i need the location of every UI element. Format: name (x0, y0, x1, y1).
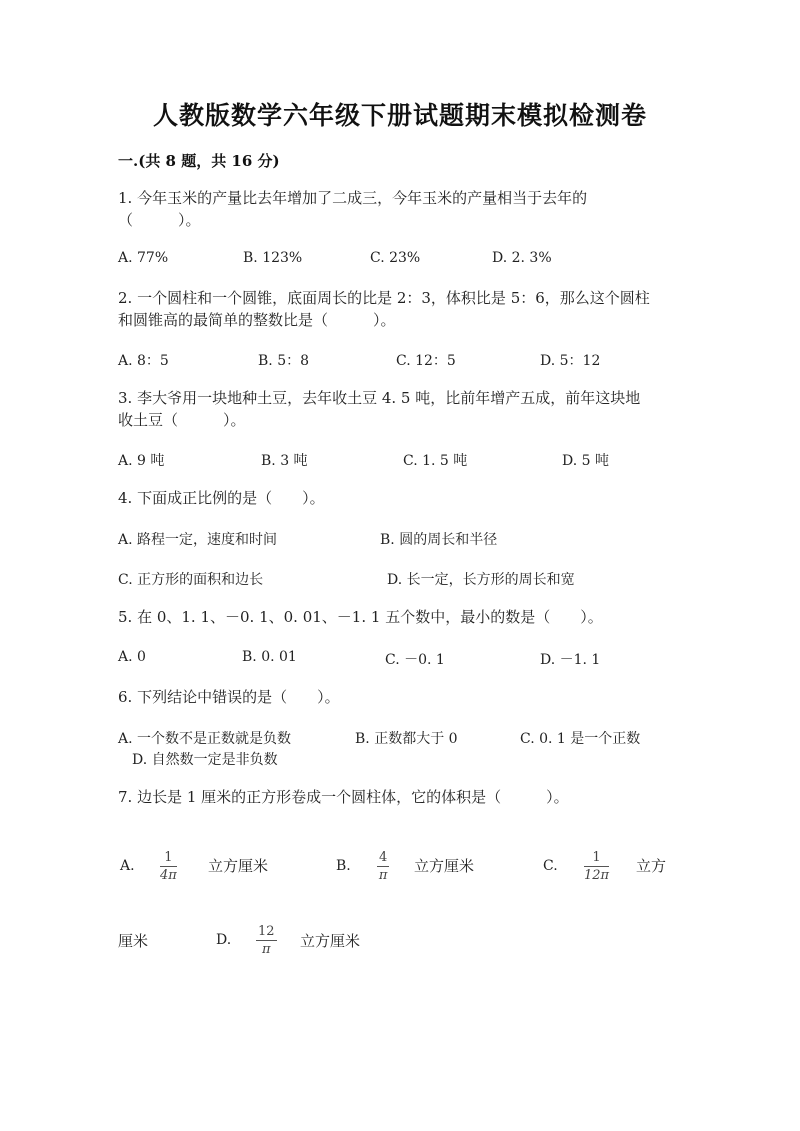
question-3-text-line2: 收土豆（ ）。 (118, 411, 246, 429)
q2-option-c: C. 12：5 (396, 353, 456, 369)
q5-option-c: C. －0. 1 (385, 652, 445, 668)
q5-option-a: A. 0 (118, 649, 146, 665)
q3-option-b: B. 3 吨 (261, 453, 308, 469)
q7-option-a-unit: 立方厘米 (208, 857, 269, 875)
q1-option-d: D. 2. 3% (492, 250, 552, 266)
question-4-text: 4. 下面成正比例的是（ ）。 (118, 489, 325, 507)
question-7-text: 7. 边长是 1 厘米的正方形卷成一个圆柱体，它的体积是（ ）。 (118, 788, 569, 806)
q1-option-a: A. 77% (118, 250, 169, 266)
q5-option-d: D. －1. 1 (540, 652, 601, 668)
q7-option-b-unit: 立方厘米 (414, 857, 475, 875)
fraction-denominator: 12π (584, 868, 610, 883)
fraction-denominator: π (262, 942, 271, 957)
q4-option-c: C. 正方形的面积和边长 (118, 572, 264, 588)
q6-option-a: A. 一个数不是正数就是负数 (118, 731, 292, 747)
q3-option-c: C. 1. 5 吨 (403, 453, 468, 469)
question-2-text: 2. 一个圆柱和一个圆锥，底面周长的比是 2：3，体积比是 5：6，那么这个圆柱 (118, 289, 650, 307)
q4-option-a: A. 路程一定，速度和时间 (118, 532, 278, 548)
q6-option-c: C. 0. 1 是一个正数 (520, 731, 641, 747)
q3-option-d: D. 5 吨 (562, 453, 609, 469)
page-title: 人教版数学六年级下册试题期末模拟检测卷 (152, 101, 647, 130)
q7-option-c-fraction (584, 850, 609, 883)
fraction-numerator: 4 (379, 850, 388, 865)
fraction-numerator: 1 (164, 850, 173, 865)
fraction-denominator: 4π (160, 868, 177, 883)
question-2-text-line2: 和圆锥高的最简单的整数比是（ ）。 (118, 311, 396, 329)
fraction-numerator: 12 (258, 924, 275, 939)
q7-option-d-unit: 立方厘米 (300, 932, 361, 950)
q4-option-d: D. 长一定，长方形的周长和宽 (387, 572, 575, 588)
q7-option-d-label: D. (216, 932, 232, 948)
q1-option-c: C. 23% (370, 250, 421, 266)
q7-option-a-label: A. (120, 858, 135, 874)
q7-option-b-label: B. (336, 858, 351, 874)
q7-option-b-fraction (377, 850, 389, 883)
question-3-text: 3. 李大爷用一块地种土豆，去年收土豆 4. 5 吨，比前年增产五成，前年这块地 (118, 389, 641, 407)
q7-option-c-unit-continued: 厘米 (118, 932, 149, 950)
question-6-text: 6. 下列结论中错误的是（ ）。 (118, 688, 340, 706)
q7-option-a-fraction (160, 850, 177, 883)
question-1-text: 1. 今年玉米的产量比去年增加了二成三，今年玉米的产量相当于去年的 (118, 189, 588, 207)
fraction-numerator: 1 (592, 850, 601, 865)
q2-option-d: D. 5：12 (540, 353, 601, 369)
q7-option-c-label: C. (543, 858, 558, 874)
question-1-blank: （ ）。 (118, 211, 201, 229)
fraction-denominator: π (378, 868, 388, 883)
section-heading: 一.(共 8 题，共 16 分) (118, 152, 280, 170)
question-5-text: 5. 在 0、1. 1、－0. 1、0. 01、－1. 1 五个数中，最小的数是（ ）。 (118, 608, 603, 626)
q6-option-b: B. 正数都大于 0 (355, 731, 458, 747)
q7-option-d-fraction (256, 924, 277, 957)
q5-option-b: B. 0. 01 (242, 649, 297, 665)
q4-option-b: B. 圆的周长和半径 (380, 532, 498, 548)
q7-option-c-unit: 立方 (636, 857, 667, 875)
q3-option-a: A. 9 吨 (118, 453, 165, 469)
q2-option-b: B. 5：8 (258, 353, 310, 369)
q6-option-d: D. 自然数一定是非负数 (132, 752, 278, 768)
q2-option-a: A. 8：5 (118, 353, 169, 369)
q1-option-b: B. 123% (243, 250, 303, 266)
